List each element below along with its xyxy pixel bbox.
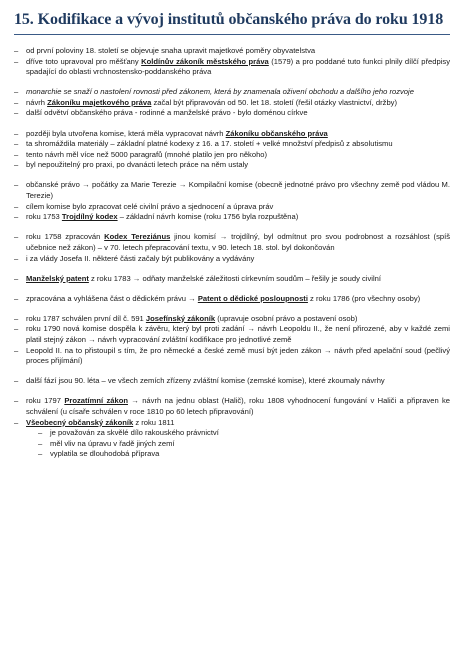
list-item (14, 212, 450, 223)
bullet-group (14, 396, 450, 460)
bullet-group (14, 314, 450, 367)
list-item-text (26, 294, 450, 305)
text-run: roku 1797 (26, 396, 65, 406)
bullet-dash: – (14, 273, 19, 283)
text-run: počátky za Marie Terezie (89, 180, 179, 190)
bullet-dash: – (14, 97, 19, 107)
text-run: návrh vypracování zvláštní kodifikace pro jednotlivé země (95, 334, 292, 344)
list-item (14, 139, 450, 150)
list-item-text (26, 57, 450, 78)
text-run: návrh (26, 97, 48, 107)
bullet-dash: – (38, 428, 43, 438)
text-run: Leopold II. na to přistoupil s tím, že pro německé a české země musí být jeden zákon (26, 345, 324, 355)
highlighted-term: Manželský patent (26, 273, 89, 283)
bullet-dash: – (14, 324, 19, 334)
text-run: z roku 1811 (133, 417, 175, 427)
text-run: návrh před apelační soud (pečlivý proces přijímání) (26, 345, 450, 366)
arrow-symbol: → (178, 180, 187, 190)
arrow-symbol: → (247, 324, 255, 334)
list-item-text (26, 160, 450, 171)
sub-list-item-text: je považován za skvělé dílo rakouského právnictví (50, 428, 219, 438)
text-run: od první poloviny 18. století se objevuje snaha upravit majetkové poměry obyvatelstva (26, 46, 316, 55)
text-run: roku 1758 zpracován (26, 232, 105, 242)
bullet-group (14, 46, 450, 78)
list-item-text (26, 202, 450, 213)
text-run: návrh na jednu oblast (Halič), roku 1808 vyhodnocení fungování v Haliči a připraven ke schválení (u císaře schválen v roce 1810 po 60 letech připravování) (26, 396, 451, 416)
text-run: zpracována a vyhlášena část o dědickém právu (26, 293, 189, 303)
bullet-dash: – (14, 87, 19, 97)
text-run: návrh Leopoldu II., že není přirozené, aby v každé zemi platil stejný zákon (26, 324, 450, 344)
list-item (14, 129, 450, 140)
sub-list-item (38, 428, 450, 439)
bullet-dash: – (14, 253, 19, 263)
list-item (14, 180, 450, 201)
bullet-dash: – (14, 46, 19, 55)
highlighted-term: Koldínův zákoník městského práva (141, 56, 269, 66)
text-run: další fází jsou 90. léta – ve všech zemích zřízeny zvláštní komise (zemské komise), které zkoumaly návrhy (26, 376, 385, 386)
text-run: dříve toto upravoval pro měšťany (26, 56, 142, 66)
list-item (14, 150, 450, 161)
list-item (14, 46, 450, 57)
list-item-text (26, 129, 450, 140)
bullet-group (14, 180, 450, 222)
title-underline (14, 34, 450, 35)
list-item-text (26, 212, 450, 223)
arrow-symbol: → (324, 345, 332, 355)
list-item (14, 396, 450, 417)
text-run: z roku 1783 (88, 273, 133, 283)
list-item (14, 87, 450, 98)
list-item-text (26, 139, 450, 150)
bullet-dash: – (14, 376, 19, 386)
bullet-group (14, 376, 450, 387)
list-item (14, 202, 450, 213)
page-title: 15. Kodifikace a vývoj institutů občanského práva do roku 1918 (14, 11, 444, 28)
list-item-text (26, 98, 450, 109)
bullet-group (14, 274, 450, 285)
list-item (14, 324, 450, 345)
text-run: monarchie se snaží o nastolení rovnosti před zákonem, která by znamenala oživení obchodu a dalšího jeho rozvoje (26, 87, 414, 97)
list-item (14, 376, 450, 387)
list-item (14, 314, 450, 325)
list-item-text (26, 396, 450, 417)
highlighted-term: Všeobecný občanský zákoník (26, 417, 134, 427)
bullet-dash: – (14, 180, 19, 190)
list-item (14, 346, 450, 367)
text-run: jinou komisí (170, 232, 220, 242)
arrow-symbol: → (188, 293, 196, 303)
arrow-symbol: → (88, 334, 96, 344)
highlighted-term: Patent o dědické posloupnosti (197, 293, 308, 303)
list-item-text (26, 232, 450, 253)
bullet-dash: – (14, 345, 19, 355)
bullet-dash: – (14, 212, 19, 222)
bullet-group (14, 294, 450, 305)
arrow-symbol: → (82, 180, 90, 190)
list-item-text (26, 376, 450, 387)
bullet-dash: – (14, 108, 19, 118)
text-run: tento návrh měl více než 5000 paragrafů (mnohé platilo jen pro někoho) (26, 149, 268, 159)
list-item (14, 108, 450, 119)
bullet-dash: – (14, 139, 19, 149)
text-run: (upravuje osobní právo a postavení osob) (215, 313, 358, 323)
arrow-symbol: → (219, 232, 228, 242)
list-item (14, 160, 450, 171)
list-item-text (26, 108, 450, 119)
highlighted-term: Kodex Tereziánus (104, 232, 171, 242)
list-item-text (26, 314, 450, 325)
bullet-dash: – (14, 232, 19, 242)
text-run: i za vlády Josefa II. některé části začaly být publikovány a vydávány (26, 253, 255, 263)
text-run: další odvětví občanského práva - rodinné a manželské právo - bylo doménou církve (26, 108, 308, 118)
list-item (14, 254, 450, 265)
text-run: odňaty manželské záležitosti církevním soudům – řešily je soudy civilní (140, 273, 381, 283)
highlighted-term: Trojdílný kodex (61, 212, 118, 222)
text-run: roku 1787 schválen první díl č. 591 (26, 313, 146, 323)
sub-list-item (38, 449, 450, 460)
list-item (14, 274, 450, 285)
bullet-dash: – (14, 293, 19, 303)
text-run: ta shromáždila materiály – základní platné kodexy z 16. a 17. století + velké množství předpisů z absolutismu (26, 139, 393, 149)
text-run: občanské právo (26, 180, 83, 190)
bullet-group (14, 129, 450, 171)
text-run: byl nepoužitelný pro praxi, po dvanácti letech práce na něm ustaly (26, 160, 249, 170)
bullet-dash: – (14, 56, 19, 66)
highlighted-term: Josefínský zákoník (145, 313, 216, 323)
text-run: začal být připravován od 50. let 18. století (řešil otázky vlastnictví, držby) (151, 97, 397, 107)
bullet-group (14, 87, 450, 119)
bullet-dash: – (14, 128, 19, 138)
sub-list-item (38, 439, 450, 450)
text-run: roku 1753 (26, 212, 62, 222)
text-run: trojdílný, byl odmítnut pro svou podrobnost a rozsáhlost (spíš učebnice než zákon) – v 70. letech přepracování textu, v 90. letech 18. stol. byl dokončován (26, 232, 450, 252)
bullet-list (14, 46, 450, 460)
text-run: roku 1790 nová komise dospěla k závěru, který byl proti zadání (26, 324, 248, 334)
list-item-text (26, 346, 450, 367)
bullet-group (14, 232, 450, 264)
bullet-dash: – (14, 160, 19, 170)
list-item-text (26, 150, 450, 161)
text-run: cílem komise bylo zpracovat celé civilní právo a sjednocení a úprava práv (26, 201, 274, 211)
bullet-dash: – (14, 396, 19, 406)
bullet-dash: – (38, 449, 43, 459)
bullet-dash: – (14, 417, 19, 427)
sub-list-item-text: měl vliv na úpravu v řadě jiných zemí (50, 438, 175, 448)
bullet-dash: – (14, 149, 19, 159)
text-run: – základní návrh komise (roku 1756 byla rozpuštěna) (117, 212, 299, 222)
sub-list-item-text: vyplatila se dlouhodobá příprava (50, 449, 160, 459)
bullet-dash: – (14, 313, 19, 323)
list-item-text (26, 418, 450, 429)
bullet-dash: – (14, 201, 19, 211)
text-run: Kompilační komise (obecně jednotné právo pro všechny země pod vládou M. Terezie) (26, 180, 450, 201)
list-item (14, 57, 450, 78)
highlighted-term: Prozatímní zákon (64, 396, 128, 406)
text-run: z roku 1786 (pro všechny osoby) (307, 293, 421, 303)
list-item-text (26, 46, 450, 57)
arrow-symbol: → (131, 396, 139, 406)
list-item-text (26, 274, 450, 285)
list-item-text (26, 324, 450, 345)
text-run: později byla utvořena komise, která měla vypracovat návrh (26, 128, 226, 138)
list-item (14, 418, 450, 429)
list-item (14, 98, 450, 109)
highlighted-term: Zákoníku majetkového práva (47, 97, 152, 107)
list-item (14, 294, 450, 305)
list-item (14, 232, 450, 253)
list-item-text (26, 254, 450, 265)
highlighted-term: Zákoníku občanského práva (225, 128, 328, 138)
list-item-text (26, 87, 450, 98)
arrow-symbol: → (132, 273, 141, 283)
text-run: (1579) a pro poddané tuto funkci plnily dílčí předpisy spadající do oblasti vrchnostensko-poddanského práva (26, 56, 451, 77)
bullet-dash: – (38, 438, 43, 448)
list-item-text (26, 180, 450, 201)
